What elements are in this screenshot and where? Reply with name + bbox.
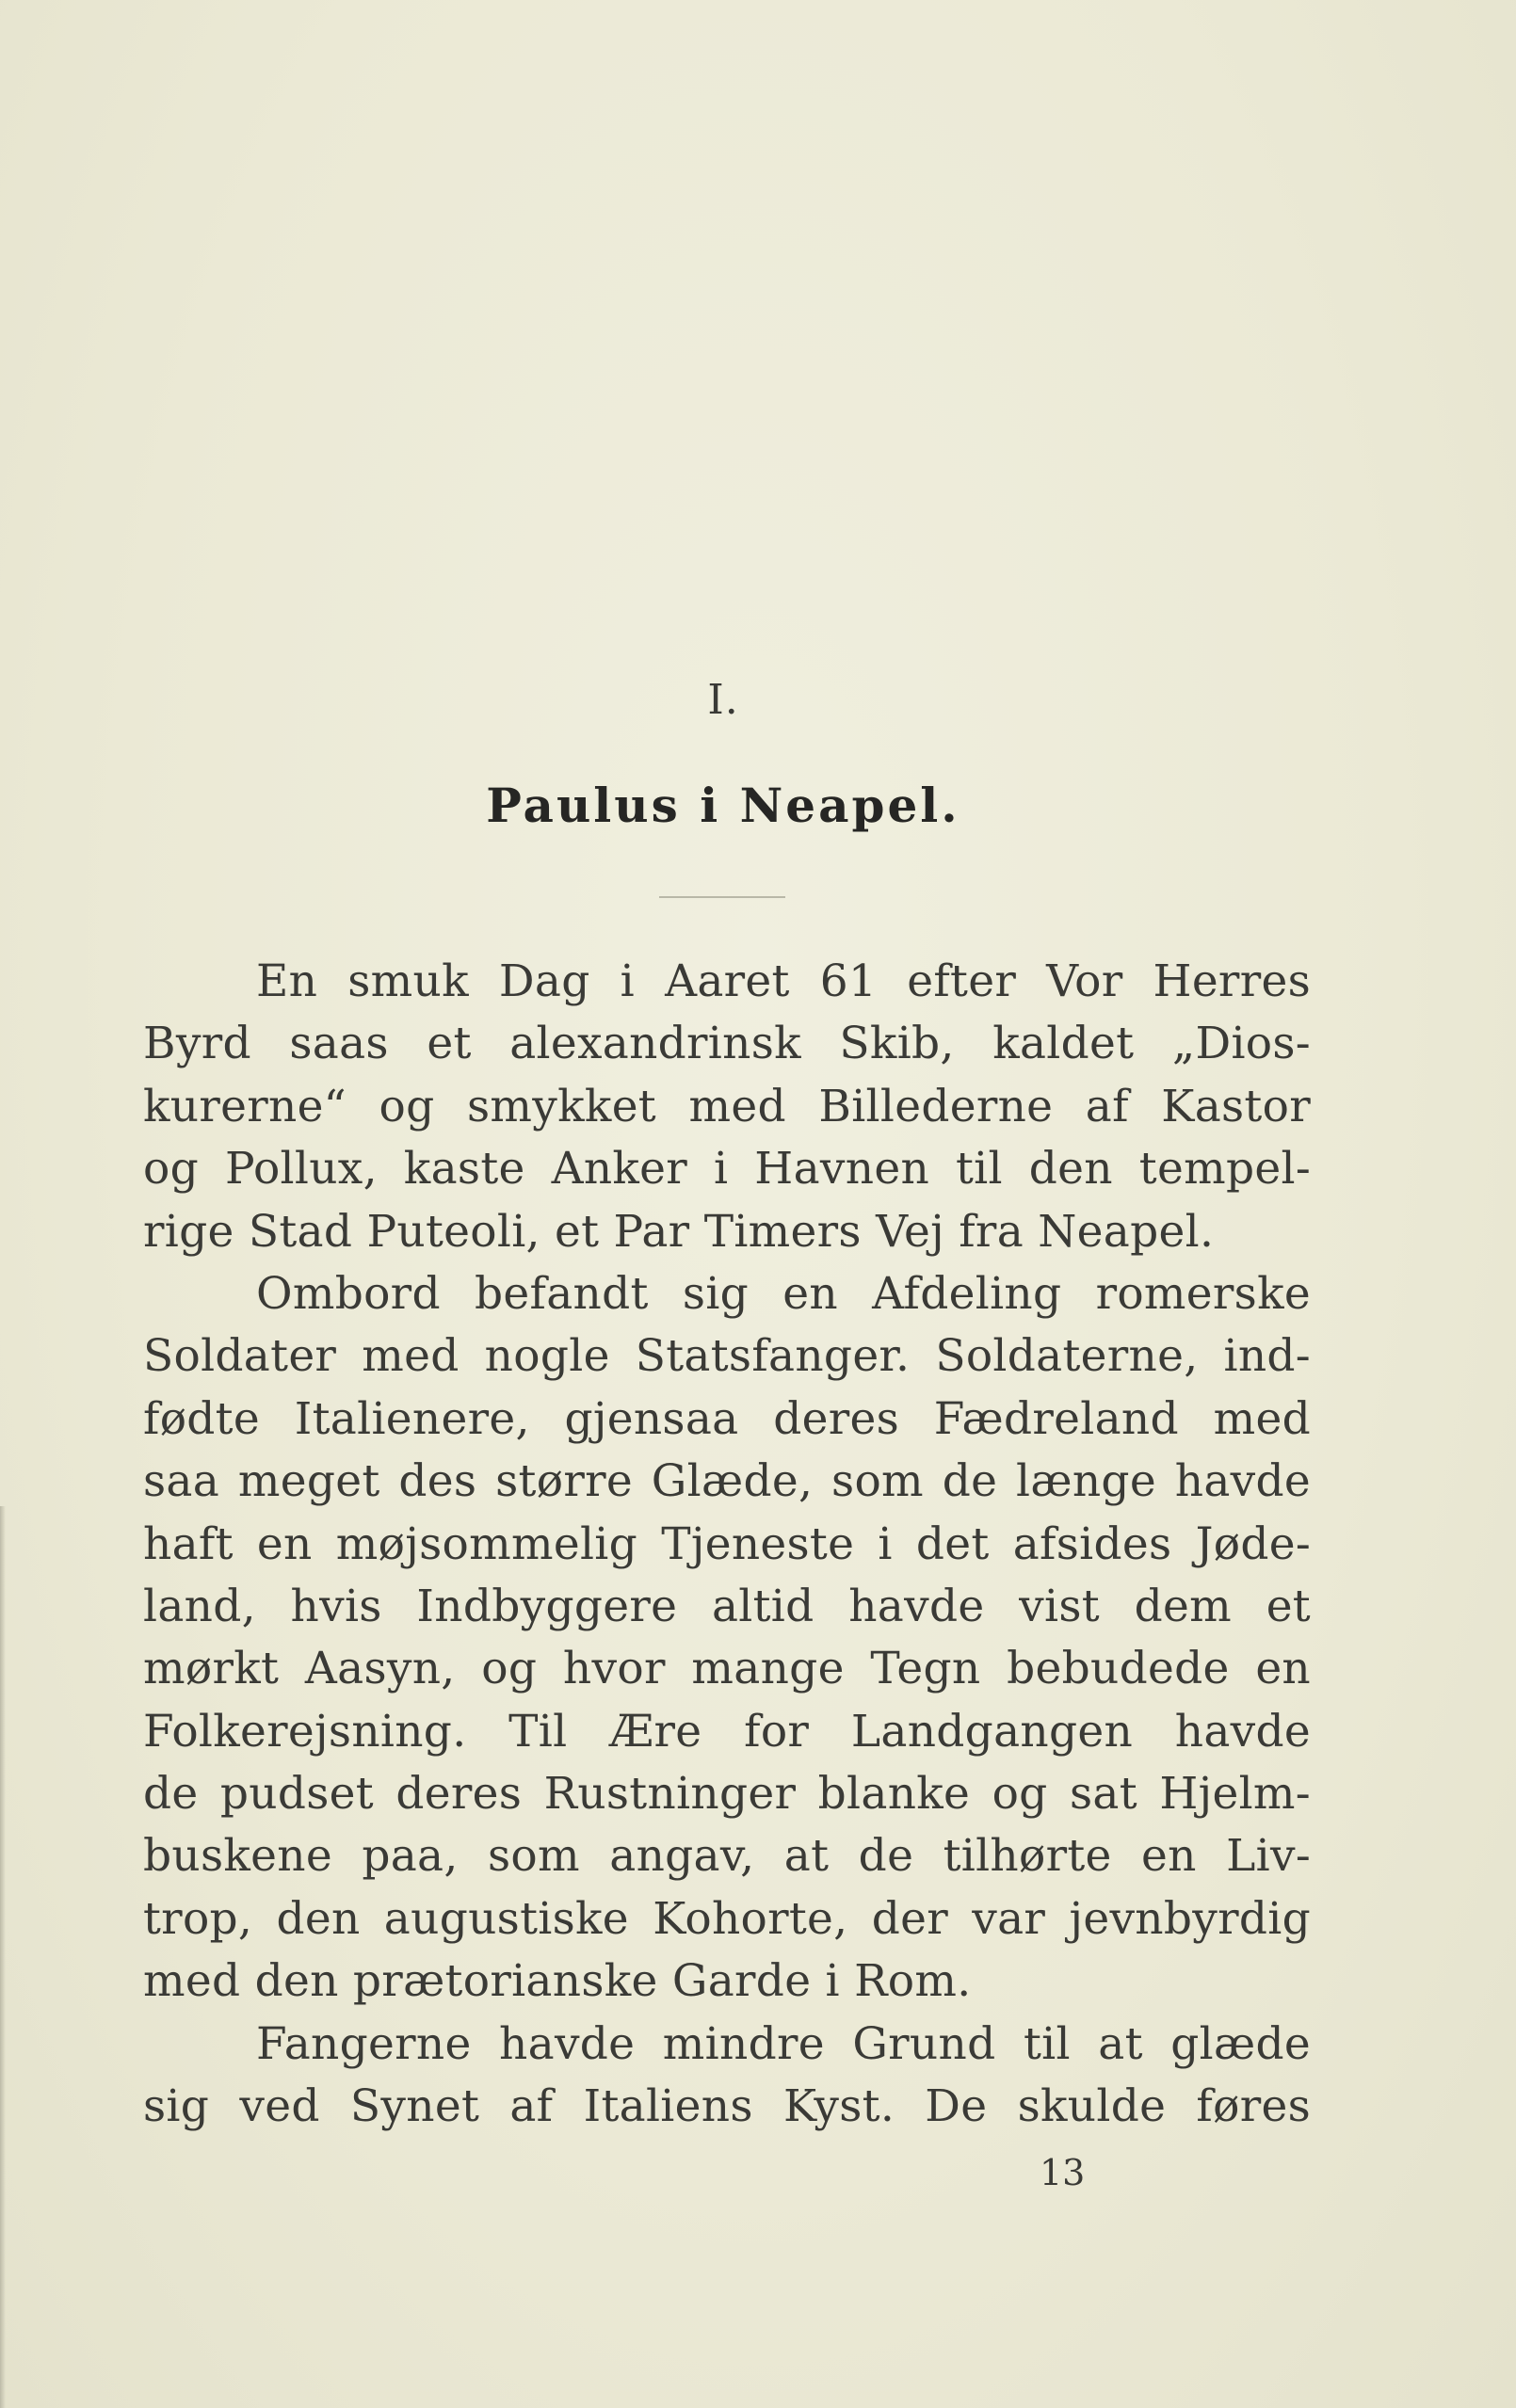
text-line: saa meget des større Glæde, som de længe havde: [143, 1455, 1311, 1508]
chapter-number: I.: [707, 676, 739, 724]
chapter-title: Paulus i Neapel.: [486, 778, 960, 833]
text-line: de pudset deres Rustninger blanke og sat Hjelm-: [143, 1768, 1311, 1821]
text-line: buskene paa, som angav, at de tilhørte en Liv-: [143, 1830, 1311, 1883]
text-line: Byrd saas et alexandrinsk Skib, kaldet „Dios-: [143, 1018, 1311, 1070]
text-line: land, hvis Indbyggere altid havde vist dem et: [143, 1580, 1311, 1632]
text-line: Soldater med nogle Statsfanger. Soldaterne, ind-: [143, 1330, 1311, 1383]
text-line: sig ved Synet af Italiens Kyst. De skulde føres: [143, 2080, 1311, 2133]
text-line: mørkt Aasyn, og hvor mange Tegn bebudede en: [143, 1643, 1311, 1695]
text-line: Fangerne havde mindre Grund til at glæde: [256, 2017, 1311, 2070]
text-line: En smuk Dag i Aaret 61 efter Vor Herres: [256, 955, 1311, 1007]
text-line: Ombord befandt sig en Afdeling romerske: [256, 1267, 1311, 1320]
text-line: rige Stad Puteoli, et Par Timers Vej fra Neapel.: [143, 1205, 1215, 1258]
title-rule: [659, 896, 785, 898]
signature-mark: 13: [1040, 2152, 1086, 2193]
text-line: kurerne“ og smykket med Billederne af Kastor: [143, 1080, 1311, 1132]
page-edge-shadow: [0, 1506, 6, 2408]
text-line: og Pollux, kaste Anker i Havnen til den tempel-: [143, 1143, 1311, 1196]
text-line: trop, den augustiske Kohorte, der var jevnbyrdig: [143, 1892, 1311, 1945]
text-line: fødte Italienere, gjensaa deres Fædreland med: [143, 1392, 1311, 1445]
text-line: Folkerejsning. Til Ære for Landgangen havde: [143, 1705, 1311, 1758]
text-line: haft en møjsommelig Tjeneste i det afsides Jøde-: [143, 1517, 1311, 1570]
body-text: [143, 951, 1311, 2138]
text-line: med den prætorianske Garde i Rom.: [143, 1955, 972, 2008]
